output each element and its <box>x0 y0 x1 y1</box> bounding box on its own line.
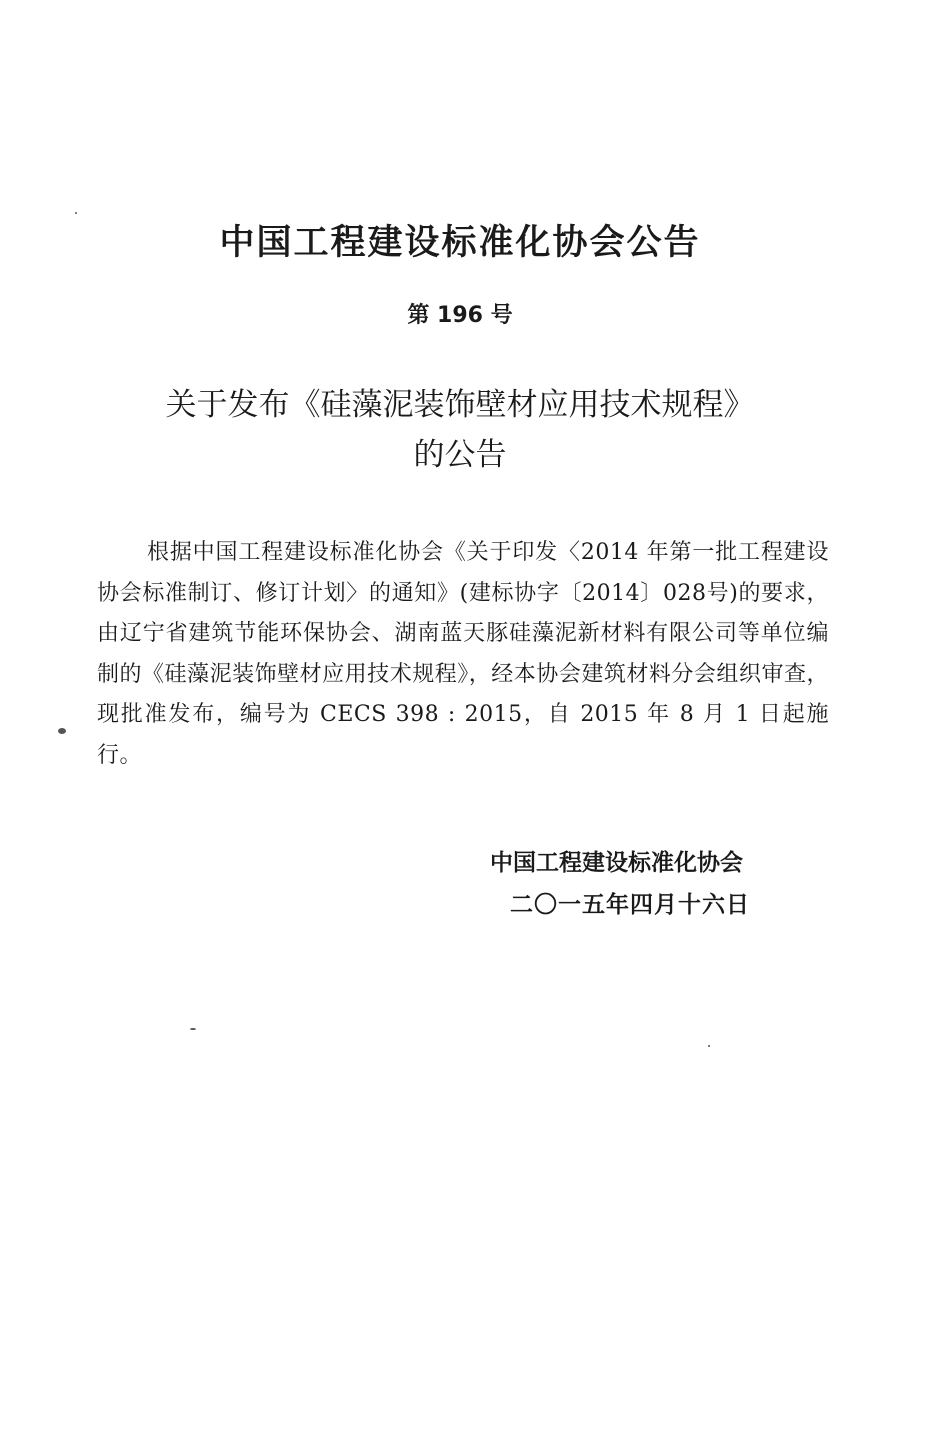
announcement-subject <box>0 380 920 480</box>
scan-speck <box>190 1028 196 1030</box>
issue-number: 第 196 号 <box>407 303 513 328</box>
signature-organization: 中国工程建设标准化协会 <box>490 850 743 876</box>
scan-speck <box>58 728 66 734</box>
scan-speck <box>75 212 77 214</box>
announcement-body: 根据中国工程建设标准化协会《关于印发〈2014 年第一批工程建设协会标准制订、修订计划〉的通知》(建标协字〔2014〕028号)的要求，由辽宁省建筑节能环保协会、湖南蓝天豚硅藻泥新材料有限公司等单位编制的《硅藻泥装饰壁材应用技术规程》，经本协会建筑材料分会组织审查，现批准发布，编号为 CECS 398 : 2015，自 2015 年 8 月 1 日起施行。 <box>97 540 829 768</box>
scan-speck <box>708 1045 710 1047</box>
signature-date: 二〇一五年四月十六日 <box>510 892 750 918</box>
subject-line-1: 关于发布《硅藻泥装饰壁材应用技术规程》 <box>165 387 755 423</box>
document-title: 中国工程建设标准化协会公告 <box>219 223 701 263</box>
subject-line-2: 的公告 <box>413 437 507 473</box>
signature-block <box>460 842 790 926</box>
